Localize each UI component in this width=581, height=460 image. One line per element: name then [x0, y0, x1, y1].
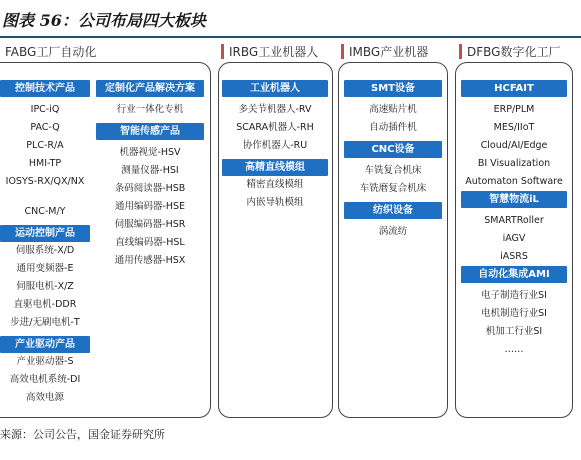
list-item: SMARTRoller [484, 215, 544, 226]
list-item: 精密直线模组 [246, 179, 304, 190]
dfbg-column [461, 80, 567, 359]
list-item: 多关节机器人-RV [238, 104, 312, 115]
category-header: 自动化集成AMI [461, 266, 567, 283]
list-item: 直线编码器-HSL [115, 237, 185, 248]
category-header: SMT设备 [344, 80, 442, 97]
section-heading-imbg [341, 42, 428, 60]
list-item: 测量仪器-HSI [121, 165, 179, 176]
irbg-column [222, 80, 328, 212]
list-item: 通用传感器-HSX [114, 255, 186, 266]
category-header: HCFAIT [461, 80, 567, 97]
list-item: 涡流纺 [378, 226, 408, 237]
list-item: 协作机器人-RU [242, 140, 308, 151]
list-item: 条码阅读器-HSB [114, 183, 186, 194]
section-marker [221, 44, 224, 59]
list-item: 高速贴片机 [369, 104, 417, 115]
list-item: PAC-Q [30, 122, 60, 133]
category-header: CNC设备 [344, 141, 442, 158]
list-item: 行业一体化专机 [116, 104, 184, 115]
fabg-column-2 [96, 80, 204, 270]
category-header: 产业驱动产品 [0, 336, 90, 353]
list-item: 高效电源 [25, 392, 64, 403]
list-item: 车铣复合机床 [364, 165, 422, 176]
section-marker [341, 44, 344, 59]
list-item: 车铣磨复合机床 [359, 183, 427, 194]
category-header: 工业机器人 [222, 80, 328, 97]
section-label: DFBG数字化工厂 [467, 44, 561, 59]
category-header: 纺织设备 [344, 202, 442, 219]
list-item: 通用编码器-HSE [114, 201, 186, 212]
fabg-column-1 [0, 80, 90, 407]
list-item: MES/IIoT [493, 122, 535, 133]
category-header: 定制化产品解决方案 [96, 80, 204, 97]
imbg-column [344, 80, 442, 241]
list-item: 电子制造行业SI [481, 290, 547, 301]
category-header: 智慧物流iL [461, 191, 567, 208]
section-heading-dfbg [459, 42, 560, 60]
list-item: 直驱电机-DDR [13, 299, 77, 310]
section-heading-fabg [0, 42, 96, 60]
list-item: 内嵌导轨模组 [246, 197, 304, 208]
category-header: 控制技术产品 [0, 80, 90, 97]
list-item: Automaton Software [465, 176, 563, 187]
list-item: SCARA机器人-RH [236, 122, 314, 133]
list-item: 机加工行业SI [485, 326, 543, 337]
list-item: 伺服系统-X/D [15, 245, 75, 256]
title-bar [0, 0, 581, 38]
list-item: BI Visualization [477, 158, 551, 169]
category-header: 运动控制产品 [0, 225, 90, 242]
list-item: PLC-R/A [26, 140, 64, 151]
list-item: Cloud/AI/Edge [480, 140, 548, 151]
list-item: 伺服电机-X/Z [16, 281, 74, 292]
list-item: 产业驱动器-S [16, 356, 74, 367]
list-item: IPC-iQ [30, 104, 60, 115]
list-item: iAGV [502, 233, 526, 244]
list-item: …… [504, 344, 524, 355]
section-heading-irbg [221, 42, 318, 60]
list-item: 机器视觉-HSV [119, 147, 181, 158]
list-item: ERP/PLM [493, 104, 535, 115]
list-item: 电机制造行业SI [481, 308, 547, 319]
section-label: FABG工厂自动化 [5, 44, 97, 59]
section-label: IRBG工业机器人 [229, 44, 319, 59]
list-item: iASRS [500, 251, 528, 262]
list-item: IOSYS-RX/QX/NX [5, 176, 85, 187]
list-item: 伺服编码器-HSR [114, 219, 186, 230]
source-note: 来源：公司公告，国金证券研究所 [0, 428, 165, 441]
section-marker [459, 44, 462, 59]
list-item: 高效电机系统-DI [9, 374, 81, 385]
list-item: HMI-TP [28, 158, 62, 169]
list-item: CNC-M/Y [24, 206, 66, 217]
list-item: 自动插件机 [369, 122, 417, 133]
category-header: 高精直线模组 [222, 159, 328, 176]
section-label: IMBG产业机器 [349, 44, 429, 59]
figure-title: 图表 56：公司布局四大板块 [2, 11, 206, 30]
list-item: 通用变频器-E [16, 263, 74, 274]
list-item: 步进/无刷电机-T [10, 317, 80, 328]
category-header: 智能传感产品 [96, 123, 204, 140]
